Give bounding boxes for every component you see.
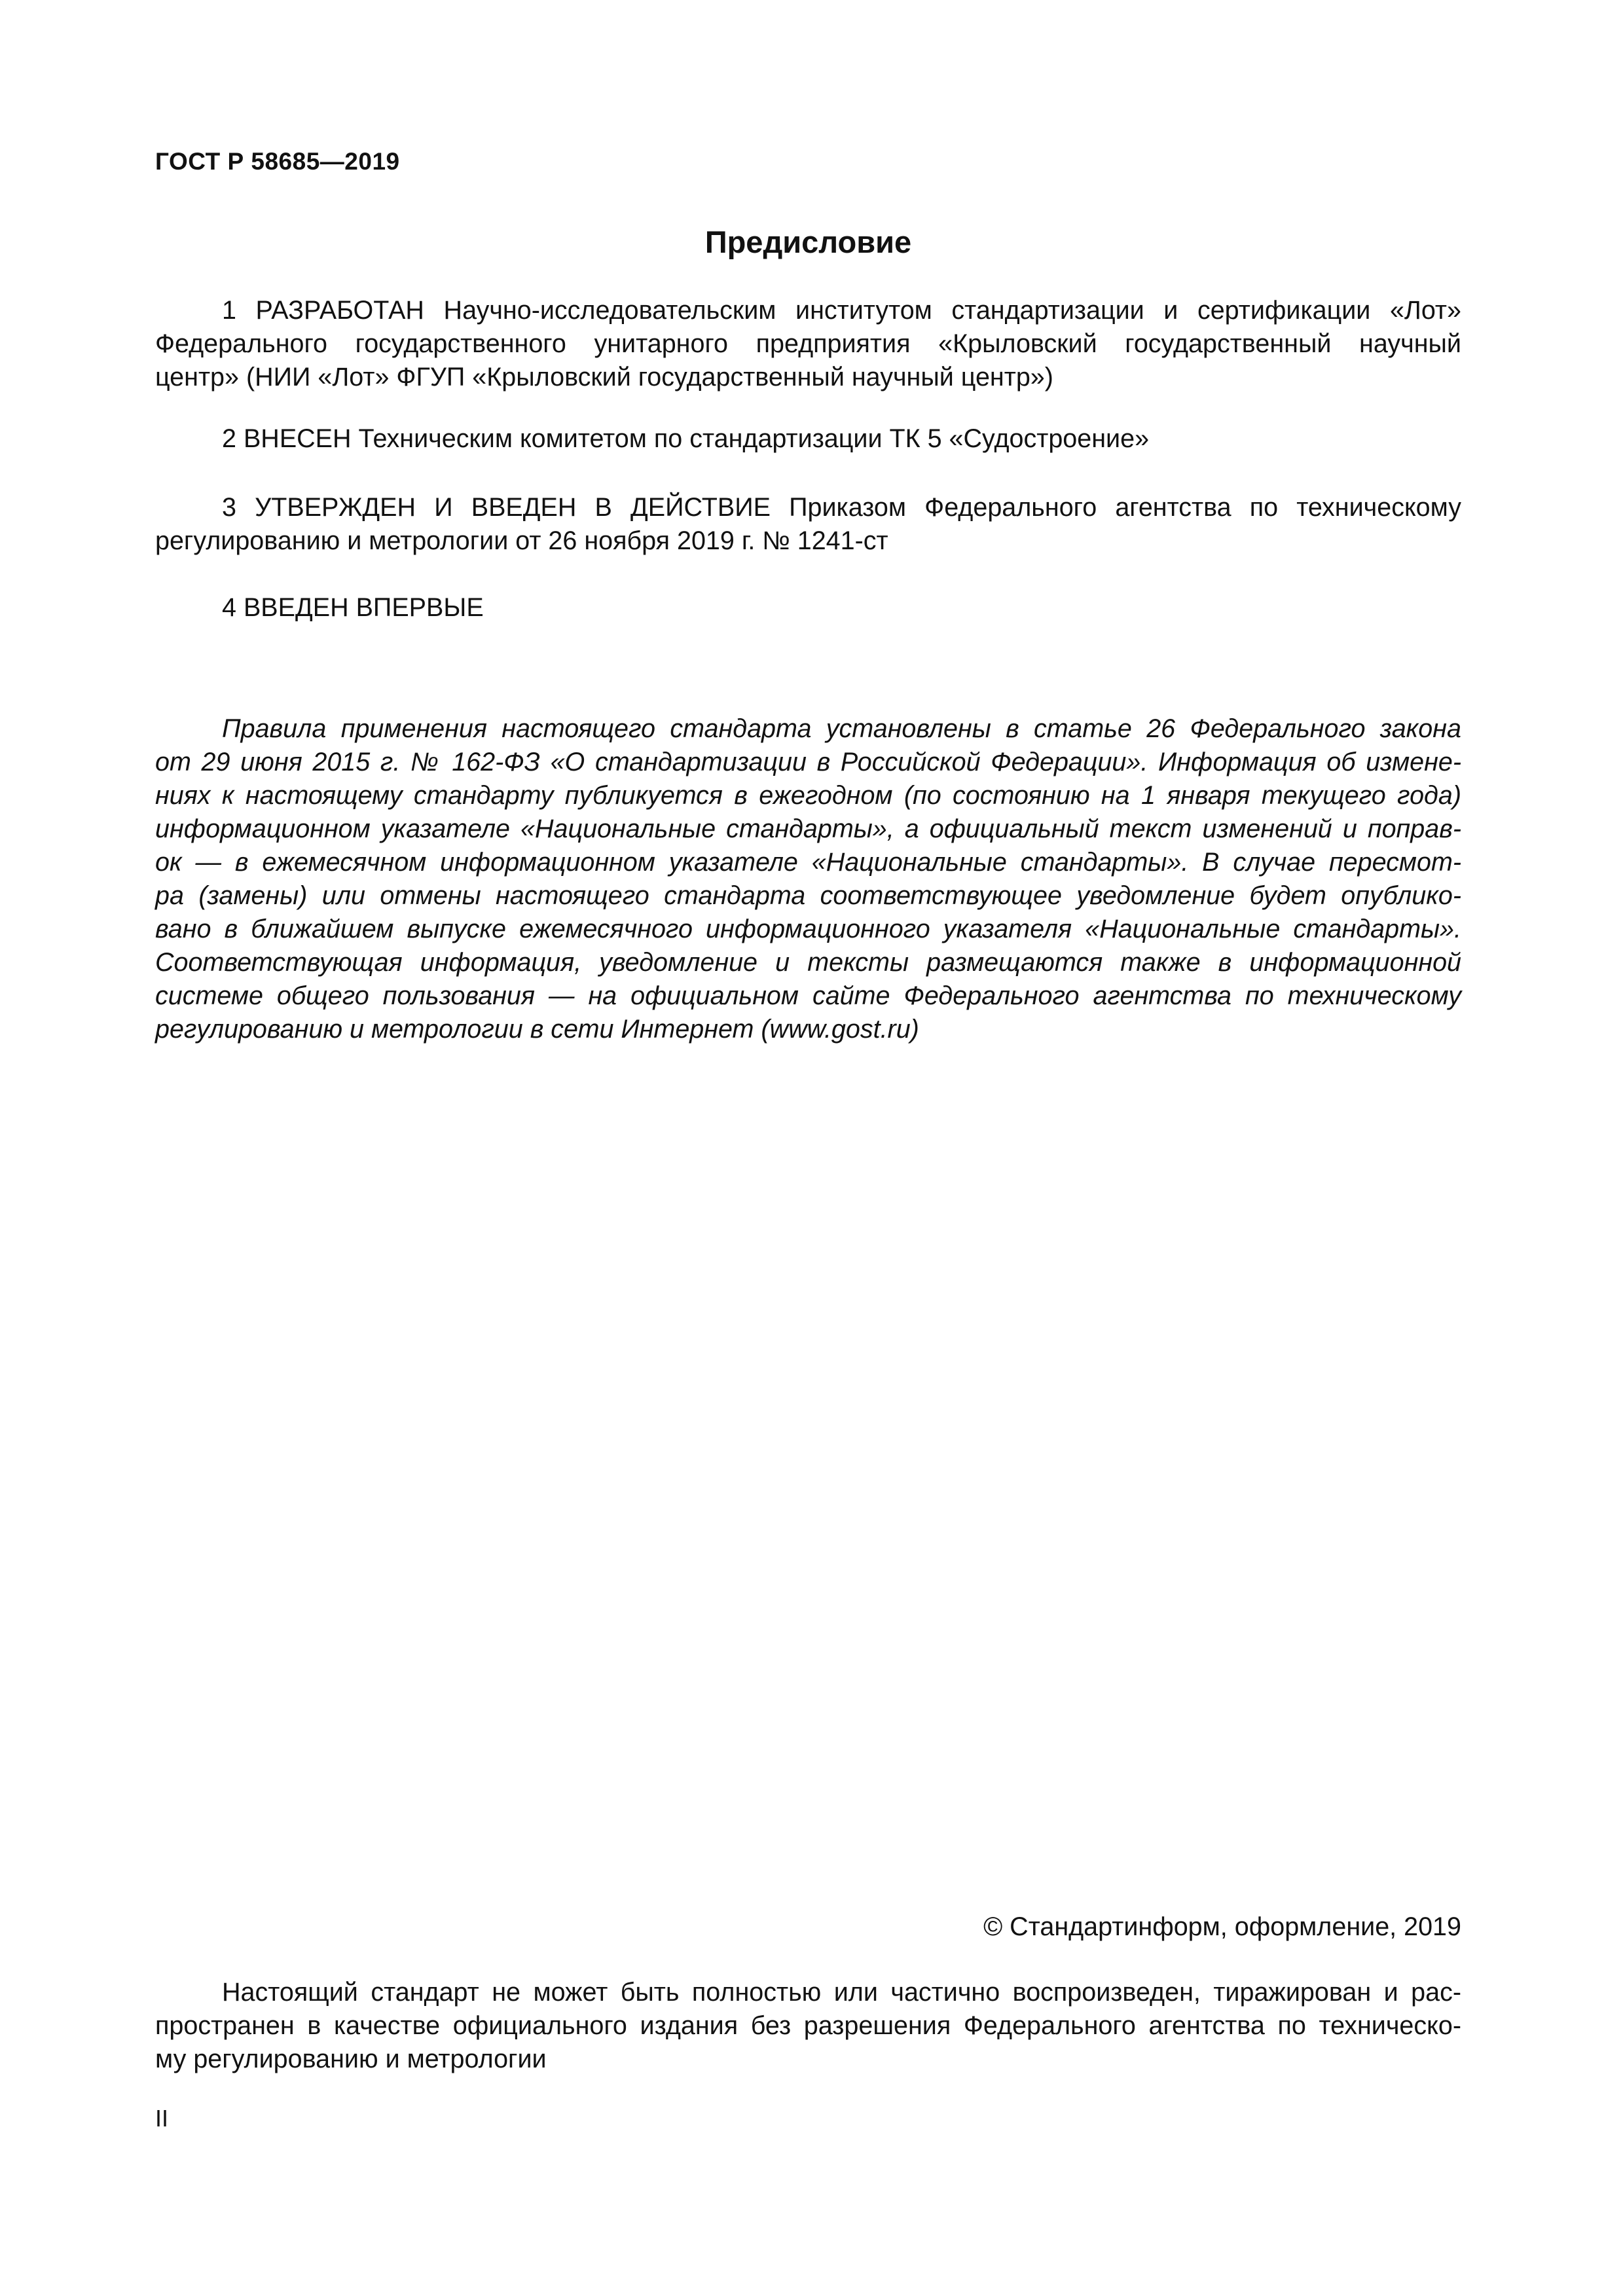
standard-application-notice-line-7: вано в ближайшем выпуске ежемесячного информационного указателя «Национальные стандарты». <box>155 915 1461 943</box>
standard-application-notice-line-5: ок — в ежемесячном информационном указателе «Национальные стандарты». В случае пересмот- <box>155 848 1461 877</box>
standard-application-notice-line-2: от 29 июня 2015 г. № 162-ФЗ «О стандартизации в Российской Федерации». Информация об измене- <box>155 748 1461 776</box>
standard-application-notice-line-8: Соответствующая информация, уведомление и тексты размещаются также в информационной <box>155 948 1461 977</box>
reproduction-rights-notice <box>155 1976 1461 2076</box>
preface-item-1-line-2: Федерального государственного унитарного предприятия «Крыловский государственный научный <box>155 329 1461 358</box>
preface-item-3 <box>155 491 1461 558</box>
preface-item-4 <box>155 591 1461 625</box>
reproduction-rights-notice-line-1: Настоящий стандарт не может быть полностью или частично воспроизведен, тиражирован и рас- <box>222 1978 1461 2007</box>
standard-application-notice-line-9: системе общего пользования — на официальном сайте Федерального агентства по техническому <box>155 981 1461 1010</box>
preface-item-3-line-1: 3 УТВЕРЖДЕН И ВВЕДЕН В ДЕЙСТВИЕ Приказом Федерального агентства по техническому <box>222 493 1461 522</box>
standard-application-notice-line-1: Правила применения настоящего стандарта установлены в статье 26 Федерального закона <box>222 714 1461 743</box>
standard-application-notice <box>155 712 1461 1046</box>
page-number: II <box>155 2105 169 2132</box>
copyright-notice: © Стандартинформ, оформление, 2019 <box>983 1912 1461 1941</box>
preface-item-1-line-1: 1 РАЗРАБОТАН Научно-исследовательским институтом стандартизации и сертификации «Лот» <box>222 296 1461 325</box>
preface-item-1 <box>155 294 1461 394</box>
standard-application-notice-line-10: регулированию и метрологии в сети Интернет (www.gost.ru) <box>155 1015 919 1044</box>
preface-item-4-line-1: 4 ВВЕДЕН ВПЕРВЫЕ <box>222 593 484 622</box>
preface-item-2 <box>155 422 1461 456</box>
reproduction-rights-notice-line-2: пространен в качестве официального издания без разрешения Федерального агентства по техническо- <box>155 2011 1461 2040</box>
preface-item-2-line-1: 2 ВНЕСЕН Техническим комитетом по стандартизации ТК 5 «Судостроение» <box>222 424 1150 453</box>
page-title: Предисловие <box>704 225 912 259</box>
preface-item-1-line-3: центр» (НИИ «Лот» ФГУП «Крыловский государственный научный центр») <box>155 363 1053 392</box>
standard-application-notice-line-6: ра (замены) или отмены настоящего стандарта соответствующее уведомление будет опублико- <box>155 881 1461 910</box>
standard-code: ГОСТ Р 58685—2019 <box>155 148 400 175</box>
standard-application-notice-line-4: информационном указателе «Национальные стандарты», а официальный текст изменений и поправ- <box>155 814 1461 843</box>
reproduction-rights-notice-line-3: му регулированию и метрологии <box>155 2045 547 2073</box>
standard-application-notice-line-3: ниях к настоящему стандарту публикуется в ежегодном (по состоянию на 1 января текущего года) <box>155 781 1461 810</box>
preface-item-3-line-2: регулированию и метрологии от 26 ноября 2019 г. № 1241-ст <box>155 526 888 555</box>
